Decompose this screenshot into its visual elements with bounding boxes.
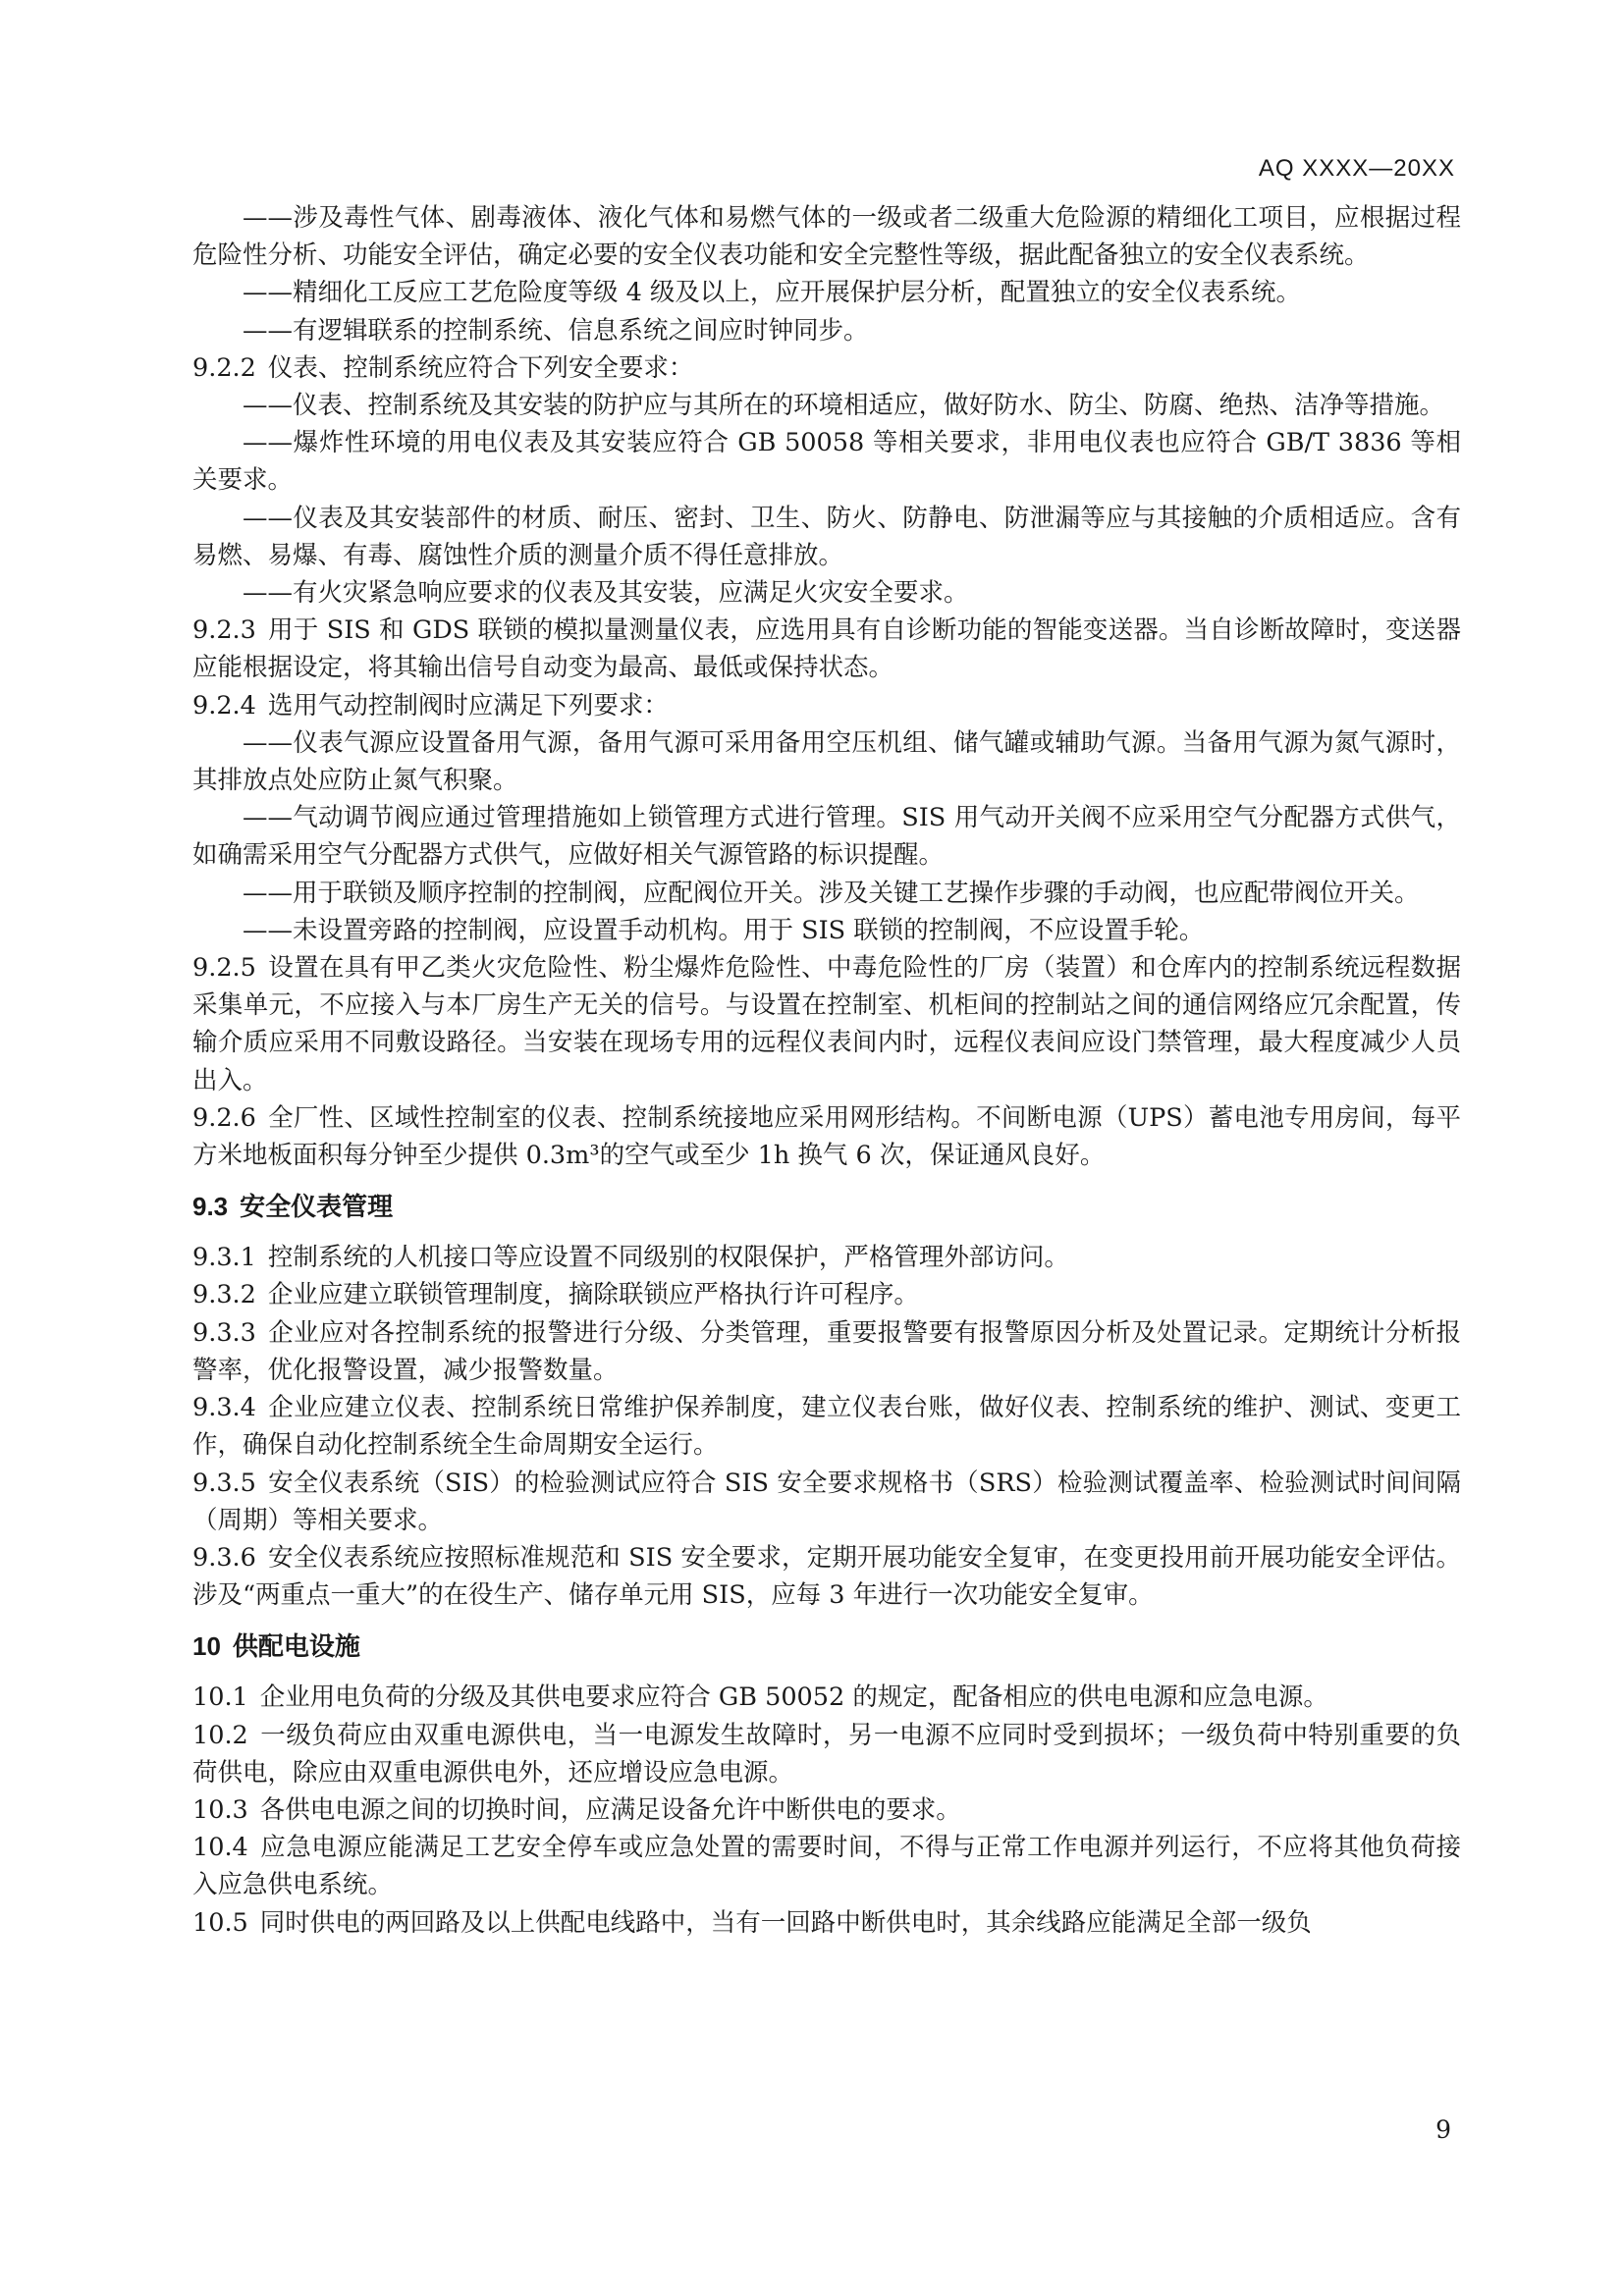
clause-9-3-3: 9.3.3 企业应对各控制系统的报警进行分级、分类管理，重要报警要有报警原因分析及处置记录。定期统计分析报警率，优化报警设置，减少报警数量。 [192, 1317, 1461, 1385]
list-item: ——仪表、控制系统及其安装的防护应与其所在的环境相适应，做好防水、防尘、防腐、绝热、洁净等措施。 [243, 391, 1445, 421]
clause-9-3-1: 9.3.1 控制系统的人机接口等应设置不同级别的权限保护，严格管理外部访问。 [192, 1243, 1069, 1273]
list-item: ——爆炸性环境的用电仪表及其安装应符合 GB 50058 等相关要求，非用电仪表也应符合 GB/T 3836 等相关要求。 [192, 428, 1461, 496]
clause-9-2-4: 9.2.4 选用气动控制阀时应满足下列要求： [192, 690, 669, 721]
list-item: ——气动调节阀应通过管理措施如上锁管理方式进行管理。SIS 用气动开关阀不应采用空气分配器方式供气，如确需采用空气分配器方式供气，应做好相关气源管路的标识提醒。 [192, 803, 1461, 871]
clause-9-2-6: 9.2.6 全厂性、区域性控制室的仪表、控制系统接地应采用网形结构。不间断电源（UPS）蓄电池专用房间，每平方米地板面积每分钟至少提供 0.3m³的空气或至少 1h 换气 6 次，保证通风良好。 [192, 1102, 1461, 1171]
list-item: ——仪表气源应设置备用气源，备用气源可采用备用空压机组、储气罐或辅助气源。当备用气源为氮气源时，其排放点处应防止氮气积聚。 [192, 727, 1461, 796]
list-item: ——涉及毒性气体、剧毒液体、液化气体和易燃气体的一级或者二级重大危险源的精细化工项目，应根据过程危险性分析、功能安全评估，确定必要的安全仪表功能和安全完整性等级，据此配备独立的安全仪表系统。 [192, 203, 1461, 271]
page-number: 9 [1435, 2115, 1451, 2144]
clause-9-3-2: 9.3.2 企业应建立联锁管理制度，摘除联锁应严格执行许可程序。 [192, 1280, 919, 1310]
clause-10-5: 10.5 同时供电的两回路及以上供配电线路中，当有一回路中断供电时，其余线路应能满足全部一级负 [192, 1907, 1312, 1938]
list-item: ——用于联锁及顺序控制的控制阀，应配阀位开关。涉及关键工艺操作步骤的手动阀，也应配带阀位开关。 [243, 878, 1420, 908]
clause-9-3-6: 9.3.6 安全仪表系统应按照标准规范和 SIS 安全要求，定期开展功能安全复审，在变更投用前开展功能安全评估。涉及“两重点一重大”的在役生产、储存单元用 SIS，应每 3 年进行一次功能安全复审。 [192, 1542, 1461, 1611]
section-heading-10: 10 供配电设施 [192, 1631, 360, 1662]
clause-9-2-3: 9.2.3 用于 SIS 和 GDS 联锁的模拟量测量仪表，应选用具有自诊断功能的智能变送器。当自诊断故障时，变送器应能根据设定，将其输出信号自动变为最高、最低或保持状态。 [192, 615, 1461, 683]
list-item: ——仪表及其安装部件的材质、耐压、密封、卫生、防火、防静电、防泄漏等应与其接触的介质相适应。含有易燃、易爆、有毒、腐蚀性介质的测量介质不得任意排放。 [192, 503, 1461, 570]
clause-9-3-4: 9.3.4 企业应建立仪表、控制系统日常维护保养制度，建立仪表台账，做好仪表、控制系统的维护、测试、变更工作，确保自动化控制系统全生命周期安全运行。 [192, 1393, 1461, 1461]
document-code-header: AQ XXXX—20XX [1258, 155, 1455, 182]
list-item: ——精细化工反应工艺危险度等级 4 级及以上，应开展保护层分析，配置独立的安全仪表系统。 [243, 278, 1301, 308]
clause-10-1: 10.1 企业用电负荷的分级及其供电要求应符合 GB 50052 的规定，配备相应的供电电源和应急电源。 [192, 1682, 1328, 1713]
document-body [192, 199, 1461, 1942]
section-heading-9-3: 9.3 安全仪表管理 [192, 1192, 394, 1222]
clause-9-2-5: 9.2.5 设置在具有甲乙类火灾危险性、粉尘爆炸危险性、中毒危险性的厂房（装置）和仓库内的控制系统远程数据采集单元，不应接入与本厂房生产无关的信号。与设置在控制室、机柜间的控制站之间的通信网络应冗余配置，传输介质应采用不同敷设路径。当安装在现场专用的远程仪表间内时，远程仪表间应设门禁管理，最大程度减少人员出入。 [192, 953, 1461, 1095]
list-item: ——有火灾紧急响应要求的仪表及其安装，应满足火灾安全要求。 [243, 578, 969, 609]
list-item: ——有逻辑联系的控制系统、信息系统之间应时钟同步。 [243, 315, 869, 346]
clause-9-2-2: 9.2.2 仪表、控制系统应符合下列安全要求： [192, 352, 694, 383]
clause-9-3-5: 9.3.5 安全仪表系统（SIS）的检验测试应符合 SIS 安全要求规格书（SRS）检验测试覆盖率、检验测试时间间隔（周期）等相关要求。 [192, 1468, 1461, 1535]
clause-10-3: 10.3 各供电电源之间的切换时间，应满足设备允许中断供电的要求。 [192, 1794, 961, 1825]
list-item: ——未设置旁路的控制阀，应设置手动机构。用于 SIS 联锁的控制阀，不应设置手轮。 [243, 915, 1205, 945]
clause-10-2: 10.2 一级负荷应由双重电源供电，当一电源发生故障时，另一电源不应同时受到损坏；一级负荷中特别重要的负荷供电，除应由双重电源供电外，还应增设应急电源。 [192, 1720, 1461, 1788]
clause-10-4: 10.4 应急电源应能满足工艺安全停车或应急处置的需要时间，不得与正常工作电源并列运行，不应将其他负荷接入应急供电系统。 [192, 1833, 1461, 1900]
